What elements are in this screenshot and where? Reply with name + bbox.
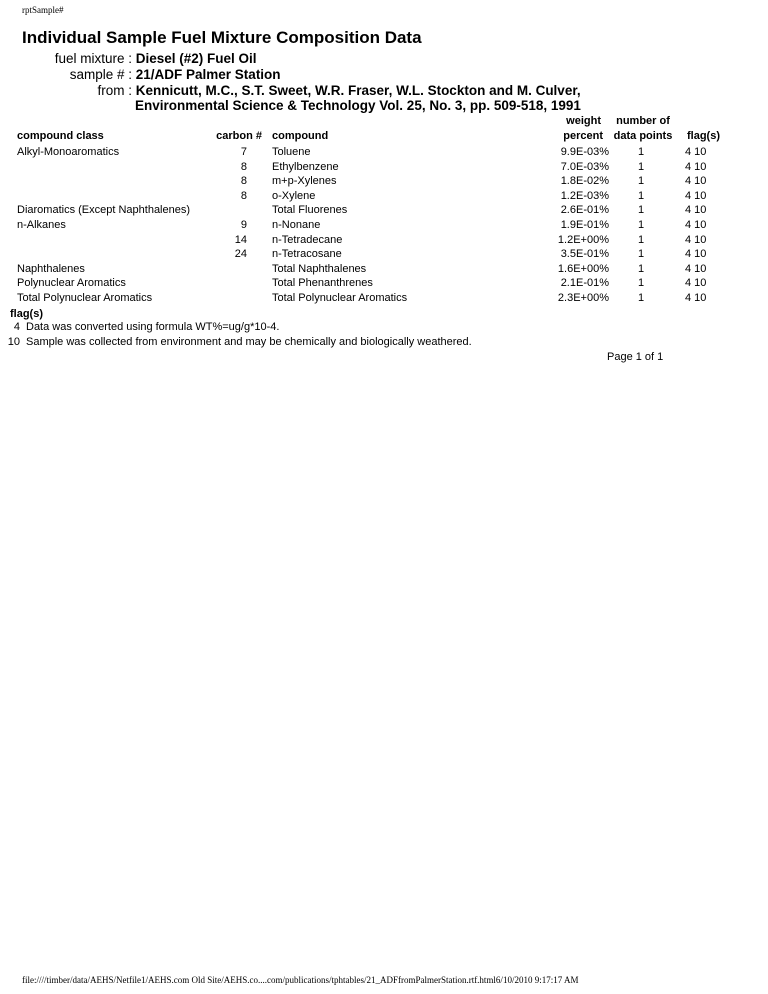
header-compound: compound <box>272 130 329 142</box>
cell-data-points: 1 <box>637 189 645 202</box>
cell-weight-percent: 7.0E-03% <box>560 160 609 173</box>
from-value-line2: Environmental Science & Technology Vol. 25, No. 3, pp. 509-518, 1991 <box>135 98 581 113</box>
cell-compound: n-Nonane <box>272 219 321 231</box>
cell-carbon: 8 <box>240 175 247 188</box>
header-points-line2: data points <box>613 130 673 142</box>
flag-note-text: Data was converted using formula WT%=ug/g*10-4. <box>26 321 280 333</box>
cell-flags: 4 10 <box>685 292 707 304</box>
cell-weight-percent: 2.6E-01% <box>560 204 609 217</box>
cell-data-points: 1 <box>637 146 645 158</box>
cell-weight-percent: 9.9E-03% <box>560 146 609 158</box>
cell-compound: Total Phenanthrenes <box>272 277 373 290</box>
cell-carbon: 8 <box>240 160 247 173</box>
fuel-mixture-label: fuel mixture : <box>54 51 132 66</box>
cell-compound-class: Diaromatics (Except Naphthalenes) <box>17 204 191 217</box>
header-compound-class: compound class <box>17 130 104 142</box>
cell-flags: 4 10 <box>685 248 707 261</box>
cell-flags: 4 10 <box>685 204 707 217</box>
cell-flags: 4 10 <box>685 262 707 275</box>
flag-note-number: 10 <box>7 336 20 348</box>
cell-weight-percent: 2.3E+00% <box>557 292 609 304</box>
from-value-line1: Kennicutt, M.C., S.T. Sweet, W.R. Fraser, W.L. Stockton and M. Culver, <box>135 83 581 98</box>
cell-compound: Toluene <box>272 146 311 158</box>
sample-label: sample # : <box>69 67 132 82</box>
cell-data-points: 1 <box>637 292 645 304</box>
cell-flags: 4 10 <box>685 146 707 158</box>
fuel-mixture-value: Diesel (#2) Fuel Oil <box>135 51 257 66</box>
cell-data-points: 1 <box>637 219 645 231</box>
cell-flags: 4 10 <box>685 189 707 202</box>
cell-compound: Total Fluorenes <box>272 204 348 217</box>
cell-compound-class: Polynuclear Aromatics <box>17 277 126 290</box>
report-title: Individual Sample Fuel Mixture Composition Data <box>22 28 422 47</box>
page-number: Page 1 of 1 <box>607 351 664 363</box>
header-points-line1: number of <box>616 115 670 127</box>
cell-carbon: 9 <box>240 219 247 231</box>
cell-compound: n-Tetradecane <box>272 233 343 246</box>
cell-weight-percent: 1.2E-03% <box>560 189 609 202</box>
cell-weight-percent: 1.6E+00% <box>557 262 609 275</box>
cell-compound-class: Alkyl-Monoaromatics <box>17 146 120 158</box>
header-flags: flag(s) <box>687 130 720 142</box>
from-row <box>22 83 722 98</box>
cell-data-points: 1 <box>637 262 645 275</box>
cell-compound: n-Tetracosane <box>272 248 342 261</box>
cell-carbon: 7 <box>240 146 247 158</box>
flag-note-number: 4 <box>13 321 20 333</box>
cell-carbon: 24 <box>234 248 247 261</box>
header-weight-line1: weight <box>566 115 601 127</box>
cell-data-points: 1 <box>637 175 645 188</box>
cell-compound: m+p-Xylenes <box>272 175 337 188</box>
cell-compound: Total Naphthalenes <box>272 262 367 275</box>
cell-carbon: 8 <box>240 189 247 202</box>
cell-data-points: 1 <box>637 204 645 217</box>
fuel-mixture-row <box>22 51 722 66</box>
flag-note-text: Sample was collected from environment and may be chemically and biologically weathered. <box>26 336 472 348</box>
sample-row <box>22 67 722 82</box>
cell-flags: 4 10 <box>685 277 707 290</box>
flag-note <box>0 336 472 348</box>
cell-compound-class: Total Polynuclear Aromatics <box>17 292 153 304</box>
cell-data-points: 1 <box>637 233 645 246</box>
cell-flags: 4 10 <box>685 160 707 173</box>
cell-carbon: 14 <box>234 233 247 246</box>
cell-compound-class: Naphthalenes <box>17 262 85 275</box>
from-label: from : <box>97 83 132 98</box>
browser-page-title: rptSample# <box>22 5 64 15</box>
cell-compound: Ethylbenzene <box>272 160 339 173</box>
header-weight-line2: percent <box>563 130 603 142</box>
flags-section-title: flag(s) <box>10 308 43 320</box>
cell-data-points: 1 <box>637 248 645 261</box>
cell-weight-percent: 1.8E-02% <box>560 175 609 188</box>
cell-weight-percent: 2.1E-01% <box>560 277 609 290</box>
cell-weight-percent: 1.2E+00% <box>557 233 609 246</box>
cell-data-points: 1 <box>637 160 645 173</box>
cell-compound-class: n-Alkanes <box>17 219 66 231</box>
browser-page-url: file:////timber/data/AEHS/Netfile1/AEHS.com Old Site/AEHS.co....com/publications/tphtables/21_ADFfromPalmerStation.rtf.html6/10/2010 9:17:17 AM <box>22 975 579 985</box>
cell-compound: o-Xylene <box>272 189 316 202</box>
flag-note <box>0 321 279 333</box>
cell-weight-percent: 1.9E-01% <box>560 219 609 231</box>
header-carbon: carbon # <box>216 130 262 142</box>
sample-value: 21/ADF Palmer Station <box>135 67 281 82</box>
cell-flags: 4 10 <box>685 175 707 188</box>
cell-data-points: 1 <box>637 277 645 290</box>
cell-flags: 4 10 <box>685 219 707 231</box>
cell-flags: 4 10 <box>685 233 707 246</box>
cell-weight-percent: 3.5E-01% <box>560 248 609 261</box>
cell-compound: Total Polynuclear Aromatics <box>272 292 408 304</box>
